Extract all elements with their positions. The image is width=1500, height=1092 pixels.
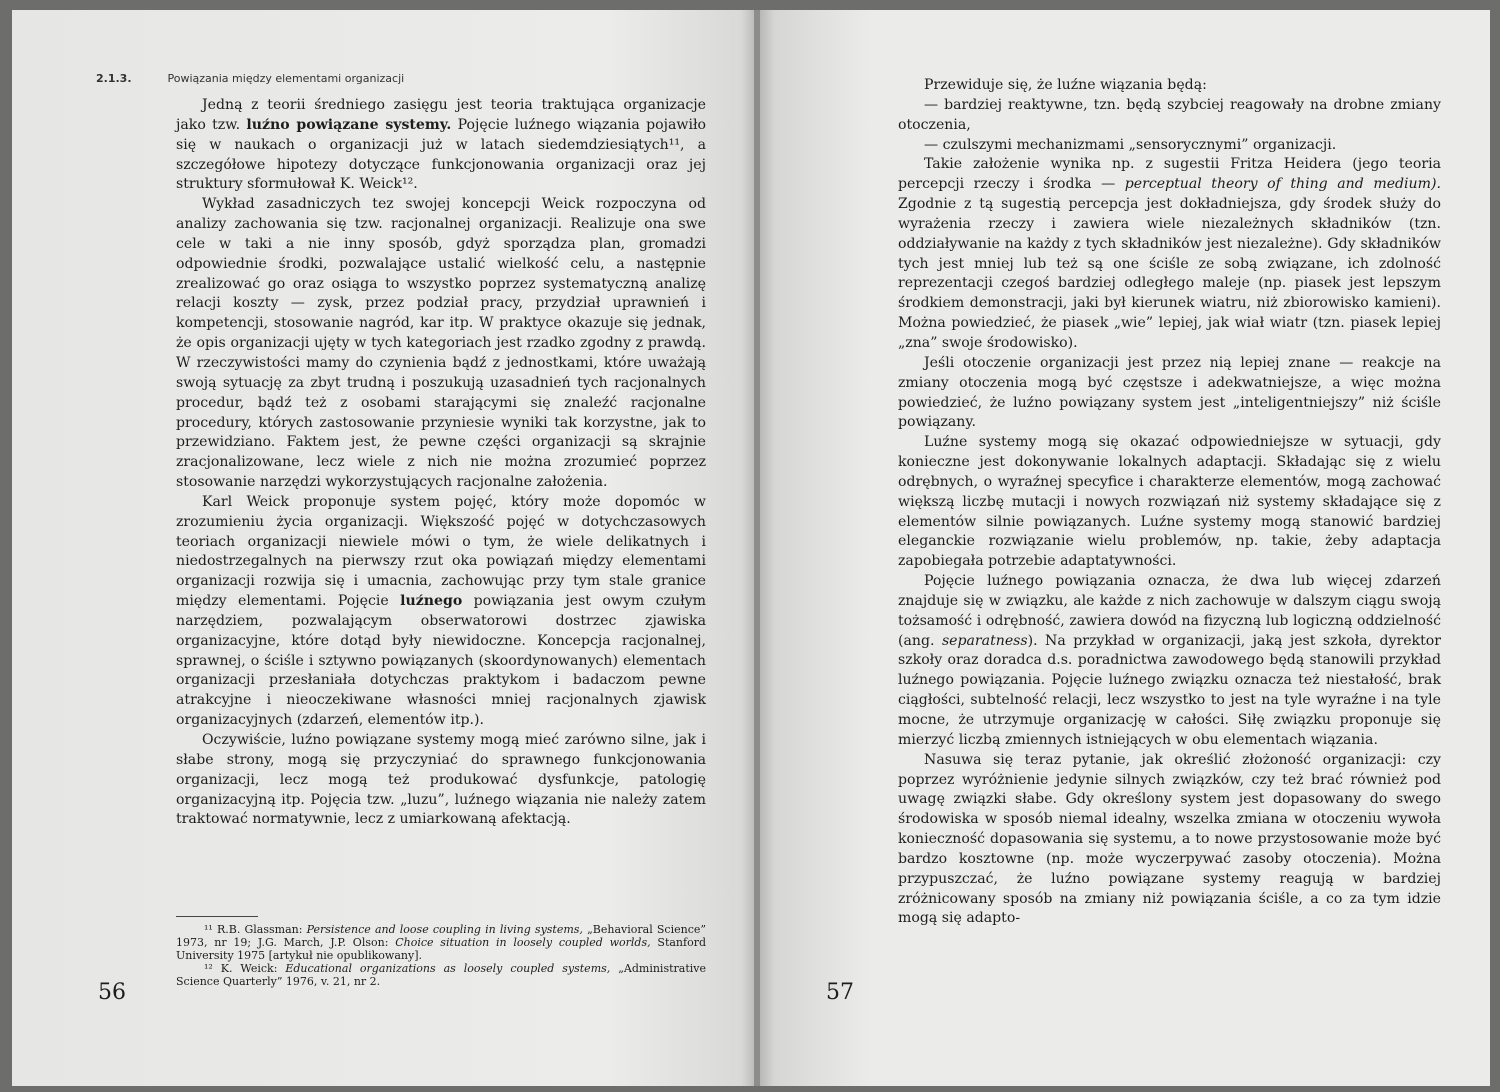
paragraph <box>176 96 706 195</box>
text-run: Przewiduje się, że luźne wiązania będą: <box>924 77 1207 93</box>
footnote <box>176 923 706 962</box>
text-run: Jeśli otoczenie organizacji jest przez nią lepiej znane — reakcje na zmiany otoczenia mogą być częstsze i adekwatniejsze, a więc można powiedzieć, że luźno powiązany system jest „inteligentniejszy” niż ściśle powiązany. <box>898 354 1441 431</box>
book-spread <box>12 10 1490 1086</box>
paragraph <box>176 493 706 731</box>
text-run: luźnego <box>400 593 463 610</box>
text-run: Choice situation in loosely coupled worlds, <box>395 936 651 949</box>
paragraph <box>176 731 706 830</box>
text-run: „Administrative Science Quarterly” 1976, v. 21, nr 2. <box>176 962 706 988</box>
text-run: luźno powiązane systemy. <box>246 116 452 133</box>
text-run: „Behavioral Science” 1973, nr 19; J.G. March, J.P. Olson: <box>176 923 706 949</box>
text-run: Takie założenie wynika np. z sugestii Fritza Heidera (jego teoria percepcji rzeczy i środka — <box>898 156 1441 193</box>
section-title: Powiązania między elementami organizacji <box>167 72 405 85</box>
paragraph <box>898 96 1441 136</box>
left-body-text <box>176 96 706 830</box>
text-run: Persistence and loose coupling in living systems, <box>306 923 583 936</box>
text-run: perceptual theory of thing and medium). <box>1124 176 1441 193</box>
footnotes <box>176 916 706 988</box>
text-run: Zgodnie z tą sugestią percepcja jest dokładniejsza, gdy środek służy do wyrażenia rzeczy i zawiera wiele niezależnych składników (tzn. oddziaływanie na każdy z tych składników jest niezależne). Gdy składników tych jest mniej lub też są one ściśle ze sobą związane, ich zdolność reprezentacji czegoś bardziej odległego maleje (np. piasek jest lepszym środkiem demonstracji, jaki był kierunek wiatru, niż zbiorowisko kamieni). Można powiedzieć, że piasek „wie” lepiej, jak wiał wiatr (tzn. piasek lepiej „zna” swoje środowisko). <box>898 196 1441 351</box>
paragraph <box>898 155 1441 353</box>
paragraph <box>898 354 1441 433</box>
footnote <box>176 962 706 988</box>
text-run: Educational organizations as loosely coupled systems, <box>285 962 611 975</box>
text-run: Luźne systemy mogą się okazać odpowiedniejsze w sytuacji, gdy konieczne jest dokonywanie lokalnych adaptacji. Składając się z wielu odrębnych, o wyraźnej specyfice i charakterze elementów, mogą zachować większą liczbę mutacji i nowych rozwiązań niż systemy składające się z elementów silnie powiązanych. Luźne systemy mogą stanowić bardziej eleganckie rozwiązanie wielu problemów, np. takie, żeby adaptacja zapobiegała potrzebie adaptatywności. <box>898 434 1441 570</box>
text-run: Pojęcie luźnego powiązania oznacza, że dwa lub więcej zdarzeń znajduje się w związku, ale każde z nich zachowuje w dalszym ciągu swoją tożsamość i odrębność, zawiera dowód na fizyczną lub logiczną oddzielność (ang. <box>898 573 1441 649</box>
paragraph <box>176 195 706 493</box>
text-run: Jedną z teorii średniego zasięgu jest teoria traktująca organizacje jako tzw. <box>176 97 706 133</box>
right-page <box>760 10 1490 1086</box>
running-head <box>96 72 716 85</box>
text-run: Pojęcie luźnego wiązania pojawiło się w naukach o organizacji już w latach siedemdziesiątych¹¹, a szczegółowe hipotezy dotyczące funkcjonowania organizacji oraz jej struktury sformułował K. Weick¹². <box>176 116 707 193</box>
paragraph <box>898 572 1441 751</box>
right-body-text <box>898 76 1441 929</box>
text-run: Oczywiście, luźno powiązane systemy mogą mieć zarówno silne, jak i słabe strony, mogą się przyczyniać do sprawnego funkcjonowania organizacji, lecz mogą też produkować dysfunkcje, patologię organizacyjną itp. Pojęcia tzw. „luzu”, luźnego wiązania nie należy zatem traktować normatywnie, lecz z umiarkowaną afektacją. <box>176 732 706 828</box>
text-run: Wykład zasadniczych tez swojej koncepcji Weick rozpoczyna od analizy zachowania się tzw. racjonalnej organizacji. Realizuje ona swe cele w taki a nie inny sposób, gdyż sporządza plan, gromadzi odpowiednie środki, pozwalające ustalić wielkość celu, a następnie zrealizować go oraz osiąga to wszystko poprzez systematyczną analizę relacji koszty — zysk, przez podział pracy, przydział uprawnień i kompetencji, stosowanie nagród, kar itp. W praktyce okazuje się jednak, że opis organizacji ujęty w tych kategoriach jest rzadko zgodny z prawdą. W rzeczywistości mamy do czynienia bądź z jednostkami, które uważają swoją sytuację za zbyt trudną i poszukują uzasadnień tych racjonalnych procedur, bądź też z osobami starającymi się znaleźć racjonalne procedury, których zastosowanie przyniesie wyniki tak korzystne, jak to przewidziano. Faktem jest, że pewne części organizacji są skrajnie zracjonalizowane, lecz wiele z nich nie można zrozumieć poprzez stosowanie narzędzi wykorzystujących racjonalne założenia. <box>176 196 706 491</box>
page-number-left: 56 <box>98 980 126 1005</box>
text-run: ¹² K. Weick: <box>204 962 286 975</box>
text-run: — czulszymi mechanizmami „sensorycznymi” organizacji. <box>924 136 1337 153</box>
text-run: — bardziej reaktywne, tzn. będą szybciej reagowały na drobne zmiany otoczenia, <box>898 96 1441 133</box>
text-run: Nasuwa się teraz pytanie, jak określić złożoność organizacji: czy poprzez wyróżnienie jedynie silnych związków, czy też brać również pod uwagę związki słabe. Gdy określony system jest dopasowany do swego środowiska w sposób niemal idealny, wszelka zmiana w otoczeniu wywoła konieczność dopasowania się systemu, a to nowe przystosowanie może być bardzo kosztowne (np. może wyczerpywać zasoby otoczenia). Można przypuszczać, że luźno powiązane systemy reagują w bardziej zróżnicowany sposób na zmiany niż powiązania ściśle, a co za tym idzie mogą się adapto- <box>898 751 1441 927</box>
footnote-rule <box>176 916 258 917</box>
section-number: 2.1.3. <box>96 72 132 85</box>
text-run: ¹¹ R.B. Glassman: <box>204 923 307 936</box>
paragraph <box>898 751 1441 930</box>
footnotes-body <box>176 923 706 988</box>
paragraph <box>898 136 1441 156</box>
text-run: separatness <box>941 632 1028 649</box>
left-page <box>12 10 756 1086</box>
text-run: powiązania jest owym czułym narzędziem, pozwalającym obserwatorowi dostrzec zjawiska organizacyjne, które dotąd były niewidoczne. Koncepcja racjonalnej, sprawnej, o ściśle i sztywno powiązanych (skoordynowanych) elementach organizacji przesłaniała dotychczas praktykom i badaczom pewne atrakcyjne i nieoczekiwane własności mniej racjonalnych zjawisk organizacyjnych (zdarzeń, elementów itp.). <box>176 593 706 729</box>
paragraph <box>898 76 1441 96</box>
paragraph <box>898 433 1441 572</box>
text-run: Karl Weick proponuje system pojęć, który może dopomóc w zrozumieniu życia organizacji. Większość pojęć w dotychczasowych teoriach organizacji niewiele mówi o tym, że wiele delikatnych i niedostrzegalnych na pierwszy rzut oka powiązań między elementami organizacji rozwija się i umacnia, zachowując przy tym stale granice między elementami. Pojęcie <box>176 493 706 610</box>
text-run: Stanford University 1975 [artykuł nie opublikowany]. <box>176 936 706 962</box>
text-run: ). Na przykład w organizacji, jaką jest szkoła, dyrektor szkoły oraz doradca d.s. poradnictwa zawodowego będą stanowili przykład luźnego powiązania. Pojęcie luźnego związku oznacza też niestałość, brak ciągłości, subtelność relacji, lecz wszystko to jest na tyle wyraźne i na tyle mocne, że utrzymuje organizację w całości. Siłę związku proponuje się mierzyć liczbą zmiennych istniejących w obu elementach wiązania. <box>898 632 1441 748</box>
page-number-right: 57 <box>826 980 854 1005</box>
